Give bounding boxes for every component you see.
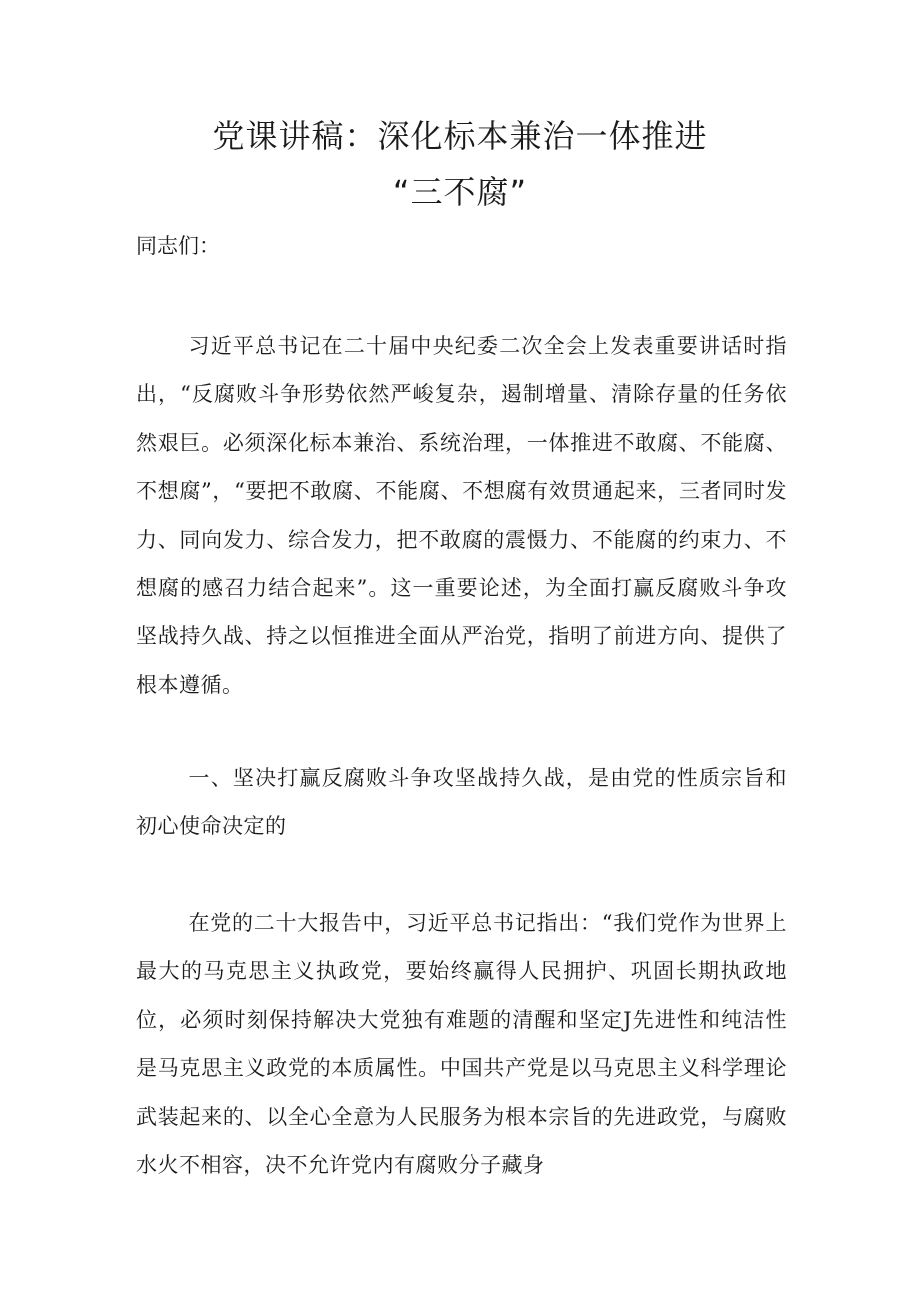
document-title-line-2: “三不腐” (392, 173, 528, 211)
paragraph-section-1: 在党的二十大报告中，习近平总书记指出：“我们党作为世界上最大的马克思主义执政党，要始终赢得人民拥护、巩固长期执政地位，必须时刻保持解决大党独有难题的清醒和坚定J先进性和纯洁性是马克思主义政党的本质属性。中国共产党是以马克思主义科学理论武装起来的、以全心全意为人民服务为根本宗旨的先进政党，与腐败水火不相容，决不允许党内有腐败分子藏身 (136, 911, 787, 1178)
section-heading-1: 一、坚决打赢反腐败斗争攻坚战持久战，是由党的性质宗旨和初心使命决定的 (136, 766, 787, 839)
paragraph-intro: 习近平总书记在二十届中央纪委二次全会上发表重要讲话时指出，“反腐败斗争形势依然严峻复杂，遏制增量、清除存量的任务依然艰巨。必须深化标本兼治、系统治理，一体推进不敢腐、不能腐、不想腐”，“要把不敢腐、不能腐、不想腐有效贯通起来，三者同时发力、同向发力、综合发力，把不敢腐的震慑力、不能腐的约束力、不想腐的感召力结合起来”。这一重要论述，为全面打赢反腐败斗争攻坚战持久战、持之以恒推进全面从严治党，指明了前进方向、提供了根本遵循。 (136, 334, 787, 697)
greeting: 同志们： (136, 234, 220, 258)
document-title-line-1: 党课讲稿：深化标本兼治一体推进 (212, 117, 708, 155)
